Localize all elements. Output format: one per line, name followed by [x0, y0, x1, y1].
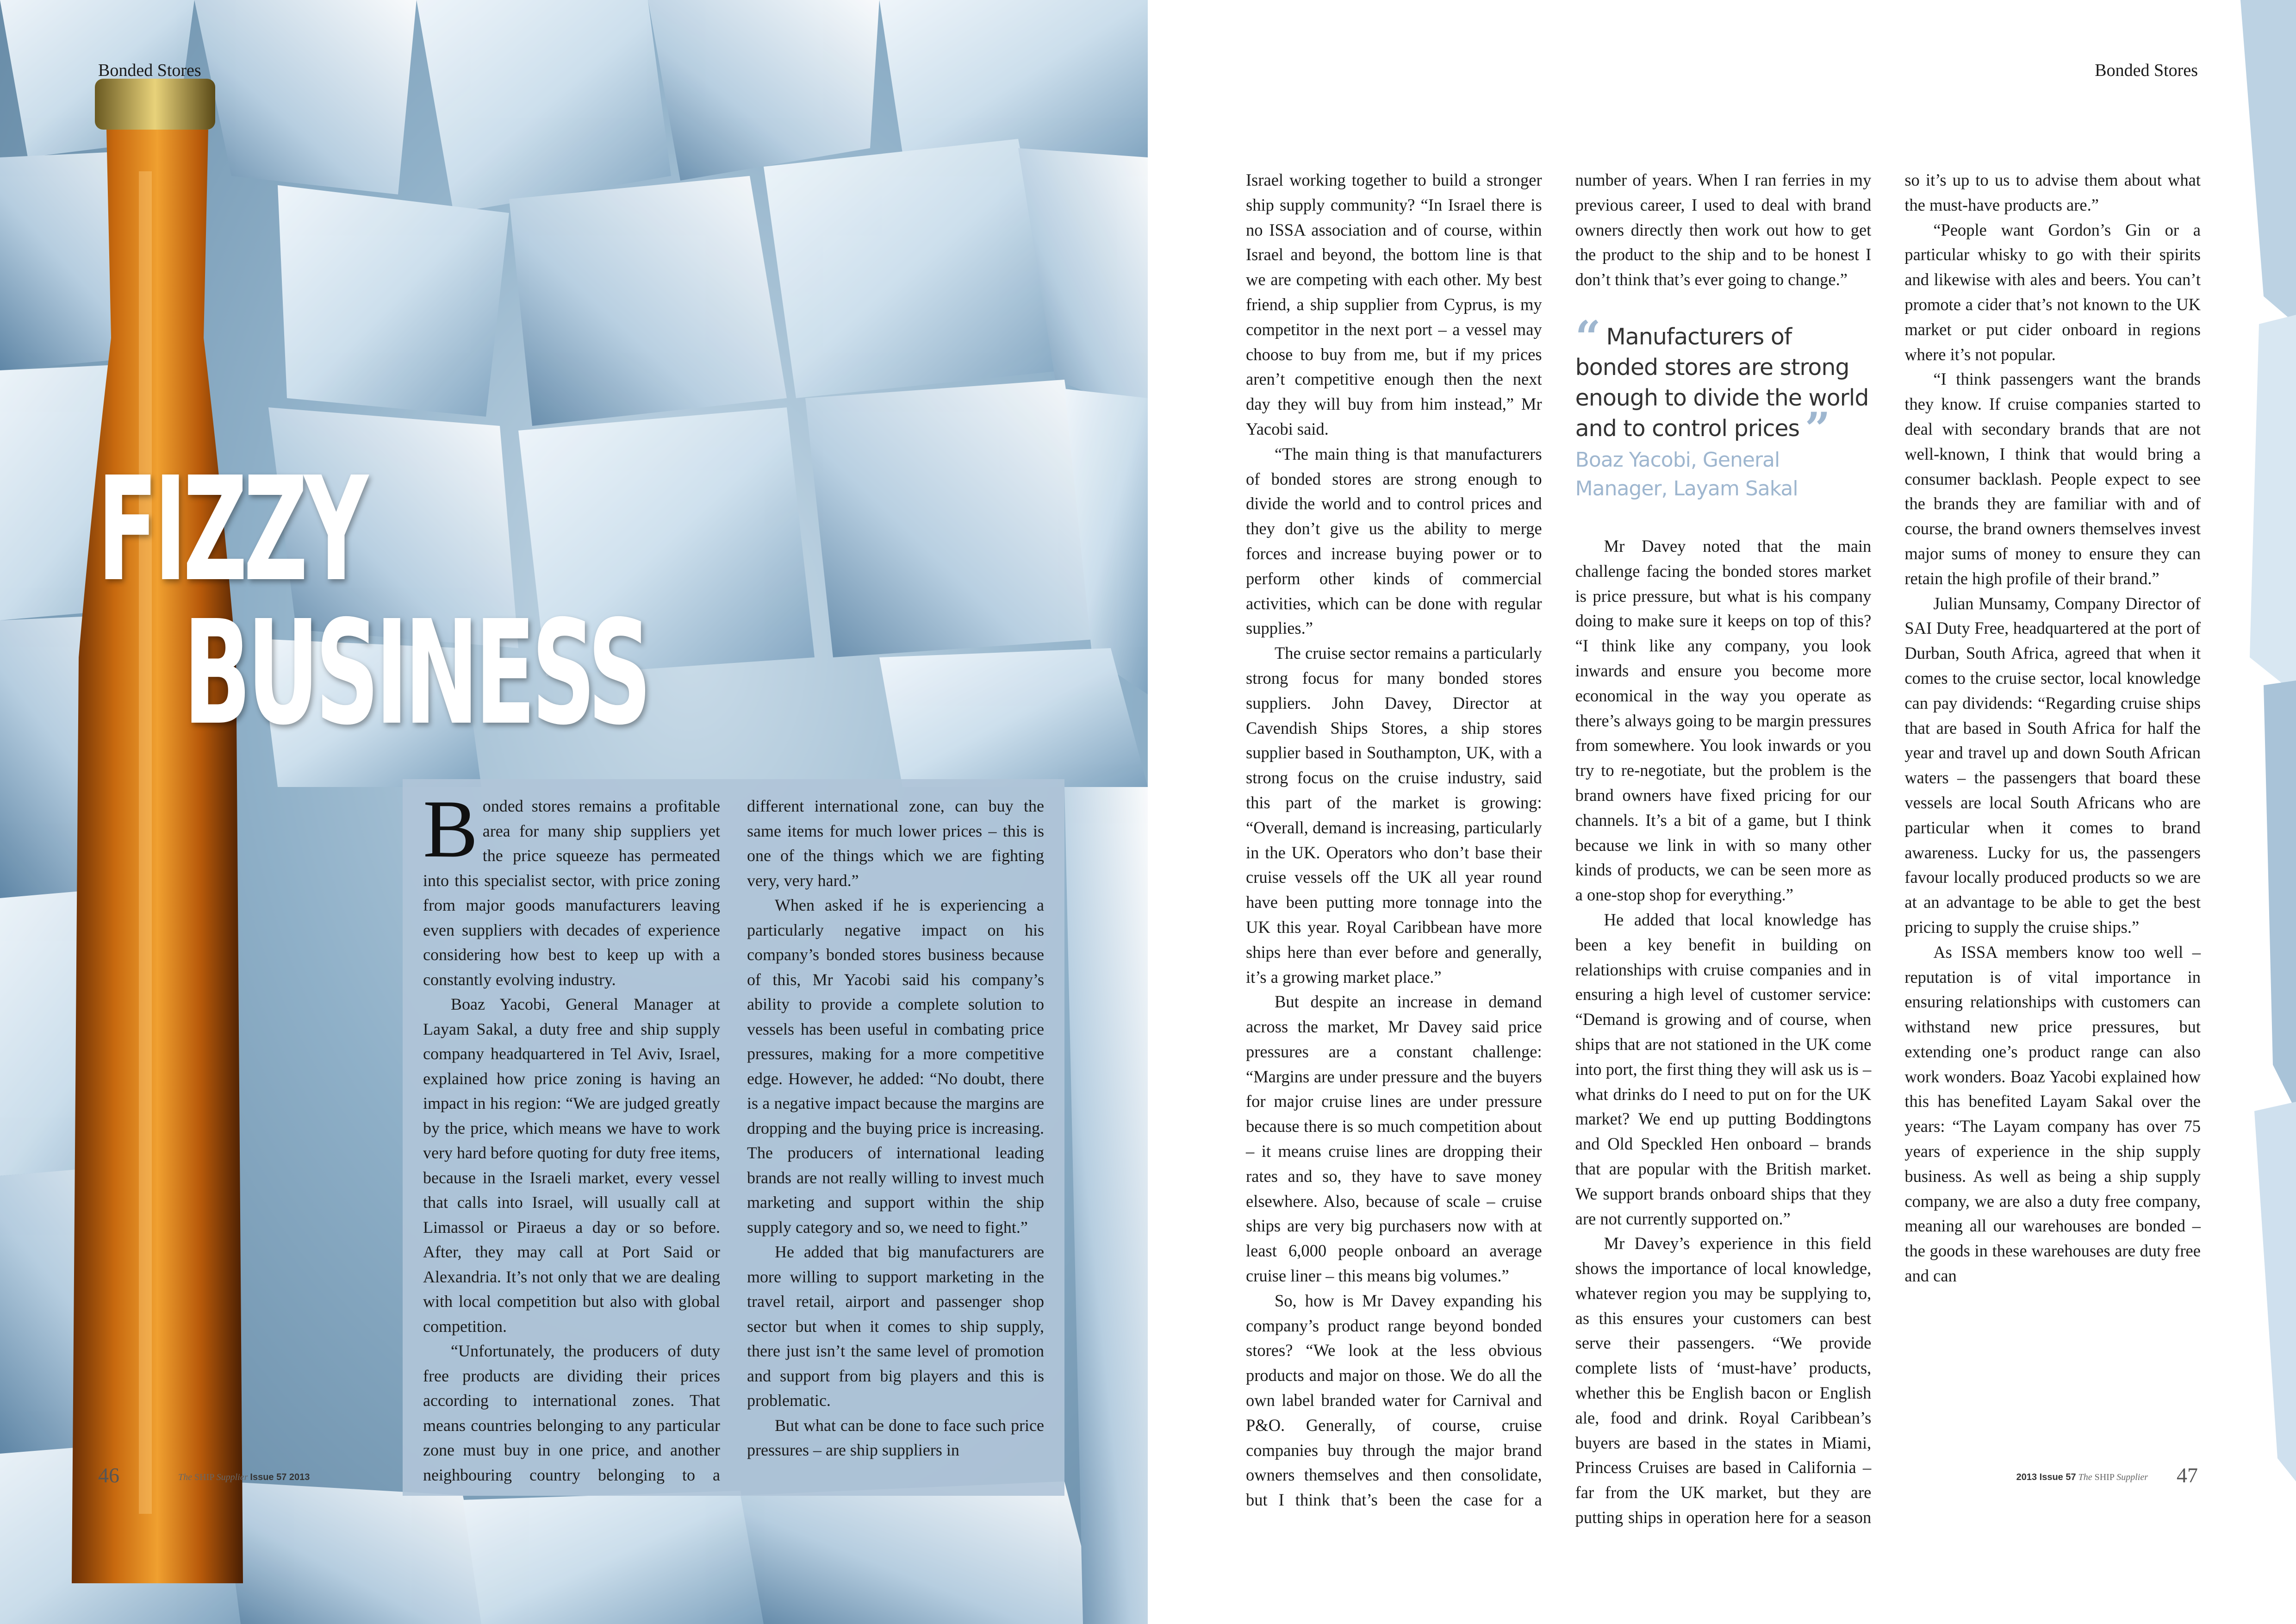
- footer-brand-supplier: Supplier: [216, 1472, 248, 1482]
- body-paragraph-3: The cruise sector remains a particularly strong focus for many bonded stores suppliers. John Davey, Director at Cavendish Ships Stores, a ship stores supplier based in Southampton, UK, with a strong focus on the cruise industry, said this part of the market is growing: “Overall, demand is increasing, particularly in the UK. Operators who don’t base their cruise vessels off the UK all year round have been putting more tonnage into the UK this year. Royal Caribbean have more ships here than ever before and generally, it’s a growing market place.”: [1246, 643, 1542, 987]
- footer-brand-ship-right: SHIP: [2094, 1472, 2115, 1482]
- open-quote-icon: “: [1575, 311, 1601, 363]
- headline-line-1: FIZZY: [97, 446, 365, 613]
- pull-quote: [1575, 311, 1872, 503]
- intro-paragraph-2: Boaz Yacobi, General Manager at Layam Sakal, a duty free and ship supply company headquartered in Tel Aviv, Israel, explained how price zoning is having an impact in his region: “We are judged greatly by the price, which means we have to work very hard before quoting for duty free items, because in the Israeli market, every vessel that calls into Israel, will usually call at Limassol or Piraeus a day or so before. After, they may call at Port Said or Alexandria. It’s not only that we are dealing with local competition but also with global competition.: [423, 995, 720, 1336]
- footer-brand-ship: SHIP: [194, 1472, 214, 1482]
- footer-right: [2016, 1472, 2148, 1483]
- footer-brand-the: The: [178, 1472, 192, 1482]
- body-paragraph-11: Julian Munsamy, Company Director of SAI Duty Free, headquartered at the port of Durban, South Africa, agreed that when it comes to the cruise sector, local knowledge can pay dividends: “Regarding cruise ships that are based in South Africa for half the year and travel up and down South African waters – the passengers that board these vessels are local South Africans who are particular when it comes to brand awareness. Lucky for us, the passengers favour locally produced products so we are at an advantage to be able to get the best pricing to supply the cruise ships.”: [1904, 593, 2201, 937]
- intro-columns: [423, 783, 1044, 1488]
- intro-paragraph-1: [423, 783, 720, 992]
- footer-issue-right: 2013 Issue 57: [2016, 1472, 2076, 1482]
- pull-quote-text: Manufacturers of bonded stores are strong enough to divide the world and to control prices: [1575, 323, 1869, 442]
- ice-edge-icon: [2185, 0, 2296, 1624]
- close-quote-icon: ”: [1804, 402, 1830, 455]
- section-label-left: Bonded Stores: [98, 61, 201, 80]
- page-number-left: 46: [98, 1463, 119, 1487]
- footer-brand-the-right: The: [2078, 1472, 2092, 1482]
- body-paragraph-8: Mr Davey’s experience in this field shows the importance of local knowledge, whatever region you may be supplying to, as this ensures your customers can best serve their passengers. “We provide complete lists of ‘must-have’ products, whether this be English bacon or English ale, food and drink. Royal Caribbean’s buyers are based in the states in Miami, Princess Cruises are based in California – far from the UK market, but they are putting ships in operation here for a season so it’s up to us to advise them about what the must-have products are.”: [1575, 170, 2201, 1527]
- headline: [97, 446, 648, 757]
- body-paragraph-7: He added that local knowledge has been a key benefit in building on relationships with cruise companies and in ensuring a high level of customer service: “Demand is growing and of course, when ships that are not stationed in the UK come into port, the first thing they will ask us is – what drinks do I need to put on for the UK market? We end up putting Boddingtons and Old Speckled Hen onboard – brands that are popular with the British market. We support brands onboard ships that they are not currently supported on.”: [1575, 910, 1872, 1228]
- footer-left: [178, 1472, 310, 1483]
- right-page: [1148, 0, 2296, 1624]
- body-paragraph-10: “I think passengers want the brands they know. If cruise companies started to deal with secondary brands that are not well-known, I think that would bring a consumer backlash. People expect to see the brands they are familiar with and of course, the brand owners themselves invest major sums of money to ensure they can retain the high profile of their brand.”: [1904, 369, 2201, 588]
- intro-paragraph-3: “Unfortunately, the producers of duty free products are dividing their prices according to international zones. That means countries belonging to any particular zone must buy in one price, and another neighbouring country belonging to a different international zone, can buy the same items for much lower prices – this is one of the things which we are fighting very, very hard.”: [423, 797, 1044, 1484]
- intro-text-panel: [403, 779, 1064, 1496]
- intro-paragraph-1-text: onded stores remains a profitable area for many ship suppliers yet the price squeeze has permeated into this specialist sector, with price zoning from major goods manufacturers leaving even suppliers with decades of experience considering how best to keep up with a constantly evolving industry.: [423, 797, 720, 989]
- section-label-right: Bonded Stores: [2095, 61, 2198, 80]
- footer-brand-supplier-right: Supplier: [2116, 1472, 2148, 1482]
- beer-bottle-illustration: [69, 79, 245, 1583]
- intro-paragraph-5: He added that big manufacturers are more willing to support marketing in the travel retail, airport and passenger shop sector but when it comes to ship supply, there just isn’t the same level of promotion and support from big players and this is problematic.: [747, 1243, 1044, 1410]
- body-paragraph-4: But despite an increase in demand across the market, Mr Davey said price pressures are a constant challenge: “Margins are under pressure and the buyers for major cruise lines are under pressure because there is so much competition about – it means cruise lines are dropping their rates and so, they have to save money elsewhere. Also, because of scale – cruise ships are very big purchasers now with at least 6,000 people onboard an average cruise liner – this means big volumes.”: [1246, 992, 1542, 1286]
- body-paragraph-9: “People want Gordon’s Gin or a particular whisky to go with their spirits and likewise with ales and beers. You can’t promote a cider that’s not known to the UK market or put cider onboard in regions where it’s not popular.: [1904, 220, 2201, 364]
- headline-line-2: BUSINESS: [183, 590, 648, 757]
- footer-issue-left: Issue 57 2013: [250, 1472, 310, 1482]
- body-paragraph-12: As ISSA members know too well – reputation is of vital importance in ensuring relationships with customers can withstand new price pressures, but extending one’s product range can also work wonders. Boaz Yacobi explained how this has benefited Layam Sakal over the years: “The Layam company has over 75 years of experience in the ship supply business. As well as being a ship supply company, we are also a duty free company, meaning all our warehouses are bonded – the goods in these warehouses are duty free and can: [1904, 942, 2201, 1286]
- pull-quote-attribution: Boaz Yacobi, General Manager, Layam Sakal: [1575, 448, 1798, 500]
- intro-paragraph-4: When asked if he is experiencing a particularly negative impact on his company’s bonded stores business because of this, Mr Yacobi said his company’s ability to provide a complete solution to vessels has been useful in combating price pressures, making for a more competitive edge. However, he added: “No doubt, there is a negative impact because the margins are dropping and the buying price is increasing. The producers of international leading brands are not really willing to invest much marketing and support within the ship supply category and so, we need to fight.”: [747, 896, 1044, 1237]
- body-paragraph-1: Israel working together to build a stronger ship supply community? “In Israel there is no ISSA association and of course, within Israel and beyond, the bottom line is that we are competing with each other. My best friend, a ship supplier from Cyprus, is my competitor in the next port – a vessel may choose to buy from me, but if my prices aren’t competitive enough then the next day they will buy from him instead,” Mr Yacobi said.: [1246, 170, 1542, 438]
- intro-paragraph-6: But what can be done to face such price pressures – are ship suppliers in: [747, 1416, 1044, 1459]
- page-number-right: 47: [2177, 1463, 2198, 1487]
- drop-cap: B: [423, 783, 478, 874]
- article-body-columns: [1246, 168, 2201, 1536]
- body-paragraph-6: Mr Davey noted that the main challenge facing the bonded stores market is price pressure, but what is his company doing to make sure it keeps on top of this? “I think like any company, you look inwards and ensure you become more economical in the way you operate as there’s always going to be margin pressures from somewhere. You look inwards or you try to re-negotiate, but the problem is the brand owners have fixed pricing for our channels. It’s a bit of a game, but I think because we link in with so many other kinds of products, we can be seen more as a one-stop shop for everything.”: [1575, 536, 1872, 905]
- body-paragraph-2: “The main thing is that manufacturers of bonded stores are strong enough to divide the world and to control prices and they don’t give us the ability to merge forces and increase buying power or to perform other kinds of commercial activities, which can be done with regular supplies.”: [1246, 444, 1542, 638]
- body-paragraph-5: So, how is Mr Davey expanding his company’s product range beyond bonded stores? “We look at the less obvious products and major on those. We do all the own label branded water for Carnival and P&O. Generally, of course, cruise companies buy through the major brand owners themselves and then consolidate, but I think that’s been the case for a number of years. When I ran ferries in my previous career, I used to deal with brand owners directly then work out how to get the product to the ship and to be honest I don’t think that’s ever going to change.”: [1246, 170, 1872, 1510]
